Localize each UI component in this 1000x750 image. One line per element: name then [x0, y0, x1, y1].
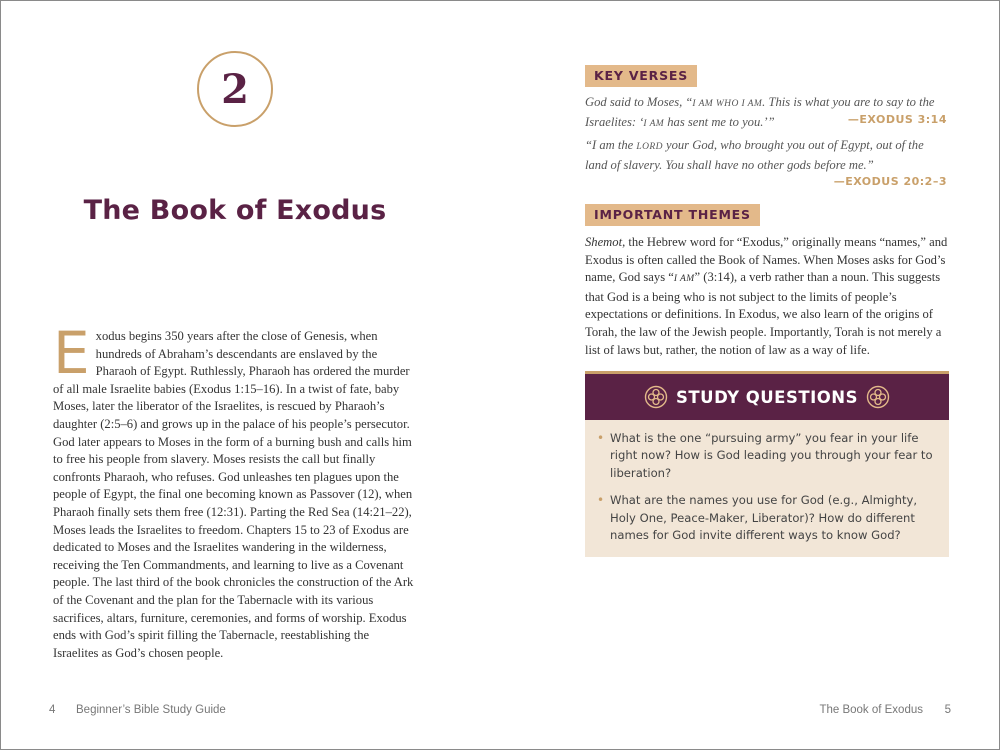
verse1-text-a: God said to Moses, “ [585, 95, 693, 109]
key-verses-label: KEY VERSES [585, 65, 697, 87]
verse1-smallcaps-b: I AM [643, 118, 665, 129]
study-questions-box [585, 371, 949, 557]
themes-text-a: , the Hebrew word for “Exodus,” originally means “names,” and Exodus is often called the Book of Names. When Moses asks for God’s name, God says “ [585, 235, 948, 285]
study-question-text: What is the one “pursuing army” you fear in your life right now? How is God leading you through your fear to liberation? [610, 431, 933, 480]
study-question-item [597, 492, 941, 544]
celtic-knot-icon [644, 385, 668, 409]
verse-exodus-20-2 [585, 137, 949, 174]
important-themes-text [585, 234, 949, 359]
themes-text-b: ” (3:14), a verb rather than a noun. This suggests that God is a being who is not subject to the limits of people’s expectations or definitions. In Exodus, we also learn of the origins of Torah, the law of the Jewish people. Importantly, Torah is not merely a list of laws but, rather, the notion of law as a way of life. [585, 270, 942, 357]
study-questions-header [585, 374, 949, 420]
themes-lead-word: Shemot [585, 235, 623, 249]
verse2-text-a: “I am the [585, 138, 637, 152]
left-page-number: 4 [49, 704, 56, 716]
bullet-icon: • [597, 431, 605, 445]
chapter-number-badge [197, 51, 273, 127]
themes-italic-phrase: I AM [673, 274, 695, 285]
study-question-text: What are the names you use for God (e.g., Almighty, Holy One, Peace-Maker, Liberator)? How do different names for God invite different ways to know God? [610, 493, 918, 543]
verse1-smallcaps-a: I AM WHO I AM [692, 99, 763, 109]
drop-cap: E [53, 319, 90, 387]
left-running-footer: Beginner’s Bible Study Guide [76, 704, 226, 716]
bullet-icon: • [597, 493, 605, 508]
right-page-number: 5 [944, 704, 951, 716]
chapter-title: The Book of Exodus [83, 195, 387, 226]
chapter-number: 2 [221, 65, 249, 113]
chapter-body-text [53, 319, 417, 662]
right-running-footer: The Book of Exodus [819, 704, 923, 716]
study-questions-list [597, 430, 941, 554]
study-question-item [597, 430, 941, 482]
study-questions-title: STUDY QUESTIONS [676, 387, 858, 407]
verse1-text-c: has sent me to you.’” [664, 114, 775, 129]
verse1-text-b: . This is what you are to say to the Israelites: ‘ [585, 95, 935, 129]
verse2-text-b: your God, who brought you out of Egypt, out of the land of slavery. You shall have no other gods before me.” [585, 138, 924, 172]
verse1-reference: —EXODUS 3:14 [847, 113, 947, 126]
body-paragraph: xodus begins 350 years after the close of Genesis, when hundreds of Abraham’s descendants are enslaved by the Pharaoh of Egypt. Ruthlessly, Pharaoh has ordered the murder of all male Israelite babies (Exodus 1:15–16). In a twist of fate, baby Moses, later the liberator of the Israelites, is rescued by Pharaoh’s daughter (2:5–6) and grows up in the palace of his people’s persecutor. God later appears to Moses in the form of a burning bush and calls him to free his people from slavery. Moses resists the call but finally confronts Pharaoh, who refuses. God unleashes ten plagues upon the people of Egypt, the final one becoming known as Passover (12), when Pharaoh finally sets them free (12:31). Parting the Red Sea (14:21–22), Moses leads the Israelites to freedom. Chapters 15 to 23 of Exodus are dedicated to Moses and the Israelites wandering in the wilderness, receiving the Ten Commandments, and learning to live as a Covenant people. The last third of the book chronicles the construction of the Ark of the Covenant and the plan for the Tabernacle with its various sacrifices, altars, furniture, ceremonies, and forms of worship. Exodus ends with God’s spirit filling the Tabernacle, reestablishing the Israelites as God’s chosen people. [53, 329, 414, 660]
celtic-knot-icon [866, 385, 890, 409]
verse2-smallcaps: LORD [636, 142, 663, 152]
important-themes-label: IMPORTANT THEMES [585, 204, 760, 226]
verse2-reference: —EXODUS 20:2–3 [833, 175, 947, 188]
